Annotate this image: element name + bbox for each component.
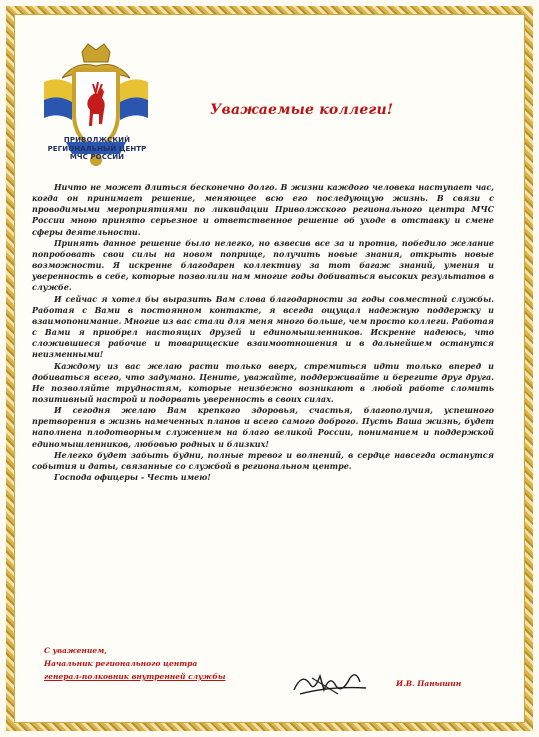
paragraph-6: Нелегко будет забыть будни, полные тревог и волнений, в сердце навсегда останутся события и даты, связанные со службой в региональном центре. <box>32 449 494 471</box>
logo-line-3: МЧС РОССИИ <box>69 153 125 161</box>
position-line-1: Начальник регионального центра <box>44 659 198 668</box>
logo-line-1: ПРИВОЛЖСКИЙ <box>63 136 131 144</box>
mchs-emblem-icon <box>36 42 156 187</box>
paragraph-5: И сегодня желаю Вам крепкого здоровья, счастья, благополучия, успешного претворения в жизнь намеченных планов и всего самого доброго. Пусть Ваша жизнь, будет наполнена плодотворным служением на благо великой России, пониманием и поддержкой единомышленников, любовью родных и близких! <box>32 405 494 449</box>
handwritten-signature-icon <box>290 664 370 700</box>
signature-position-block <box>44 644 274 683</box>
letter-body <box>32 182 494 483</box>
greeting-heading: Уважаемые коллеги! <box>210 102 394 118</box>
paragraph-3: И сейчас я хотел бы выразить Вам слова благодарности за годы совместной службы. Работая с Вами в постоянном контакте, я всегда ощущал надежную поддержку и взаимопонимание. Многие из вас стали для меня много больше, чем просто коллеги. Работая с Вами я приобрел настоящих друзей и единомышленников. Искренне надеюсь, что сложившиеся рабочие и товарищеские взаимоотношения и в дальнейшем останутся неизменными! <box>32 293 494 360</box>
paragraph-7: Господа офицеры - Честь имею! <box>54 472 211 483</box>
signatory-name: И.В. Панышин <box>396 679 462 688</box>
paragraph-2: Принять данное решение было нелегко, но взвесив все за и против, победило желание попробовать свои силы на новом поприще, получить новые знания, открыть новые возможности. Я искренне благодарен коллективу за тот багаж знаний, умения и уверенность в себе, которые позволили нам многие годы добиваться высоких результатов в службе. <box>32 237 494 293</box>
logo-line-2: РЕГИОНАЛЬНЫЙ ЦЕНТР <box>47 144 147 153</box>
logo-caption <box>22 136 172 162</box>
closing-line: С уважением, <box>44 646 107 655</box>
paragraph-1: Ничто не может длиться бесконечно долго. В жизни каждого человека наступает час, когда он принимает решение, меняющее всю его последующую жизнь. В связи с проводимыми мероприятиями по ликвидации Приволжского регионального центра МЧС России мною принято серьезное и ответственное решение об уходе в отставку и смене сферы деятельности. <box>32 182 494 237</box>
paragraph-4: Каждому из вас желаю расти только вверх, стремиться идти только вперед и добиваться всего, что задумано. Цените, уважайте, поддерживайте и берегите друг друга. Не позволяйте трудностям, которые неизбежно возникают в любой работе сломить позитивный настрой и подорвать уверенность в своих силах. <box>32 360 494 404</box>
position-line-2: генерал-полковник внутренней службы <box>44 672 226 681</box>
